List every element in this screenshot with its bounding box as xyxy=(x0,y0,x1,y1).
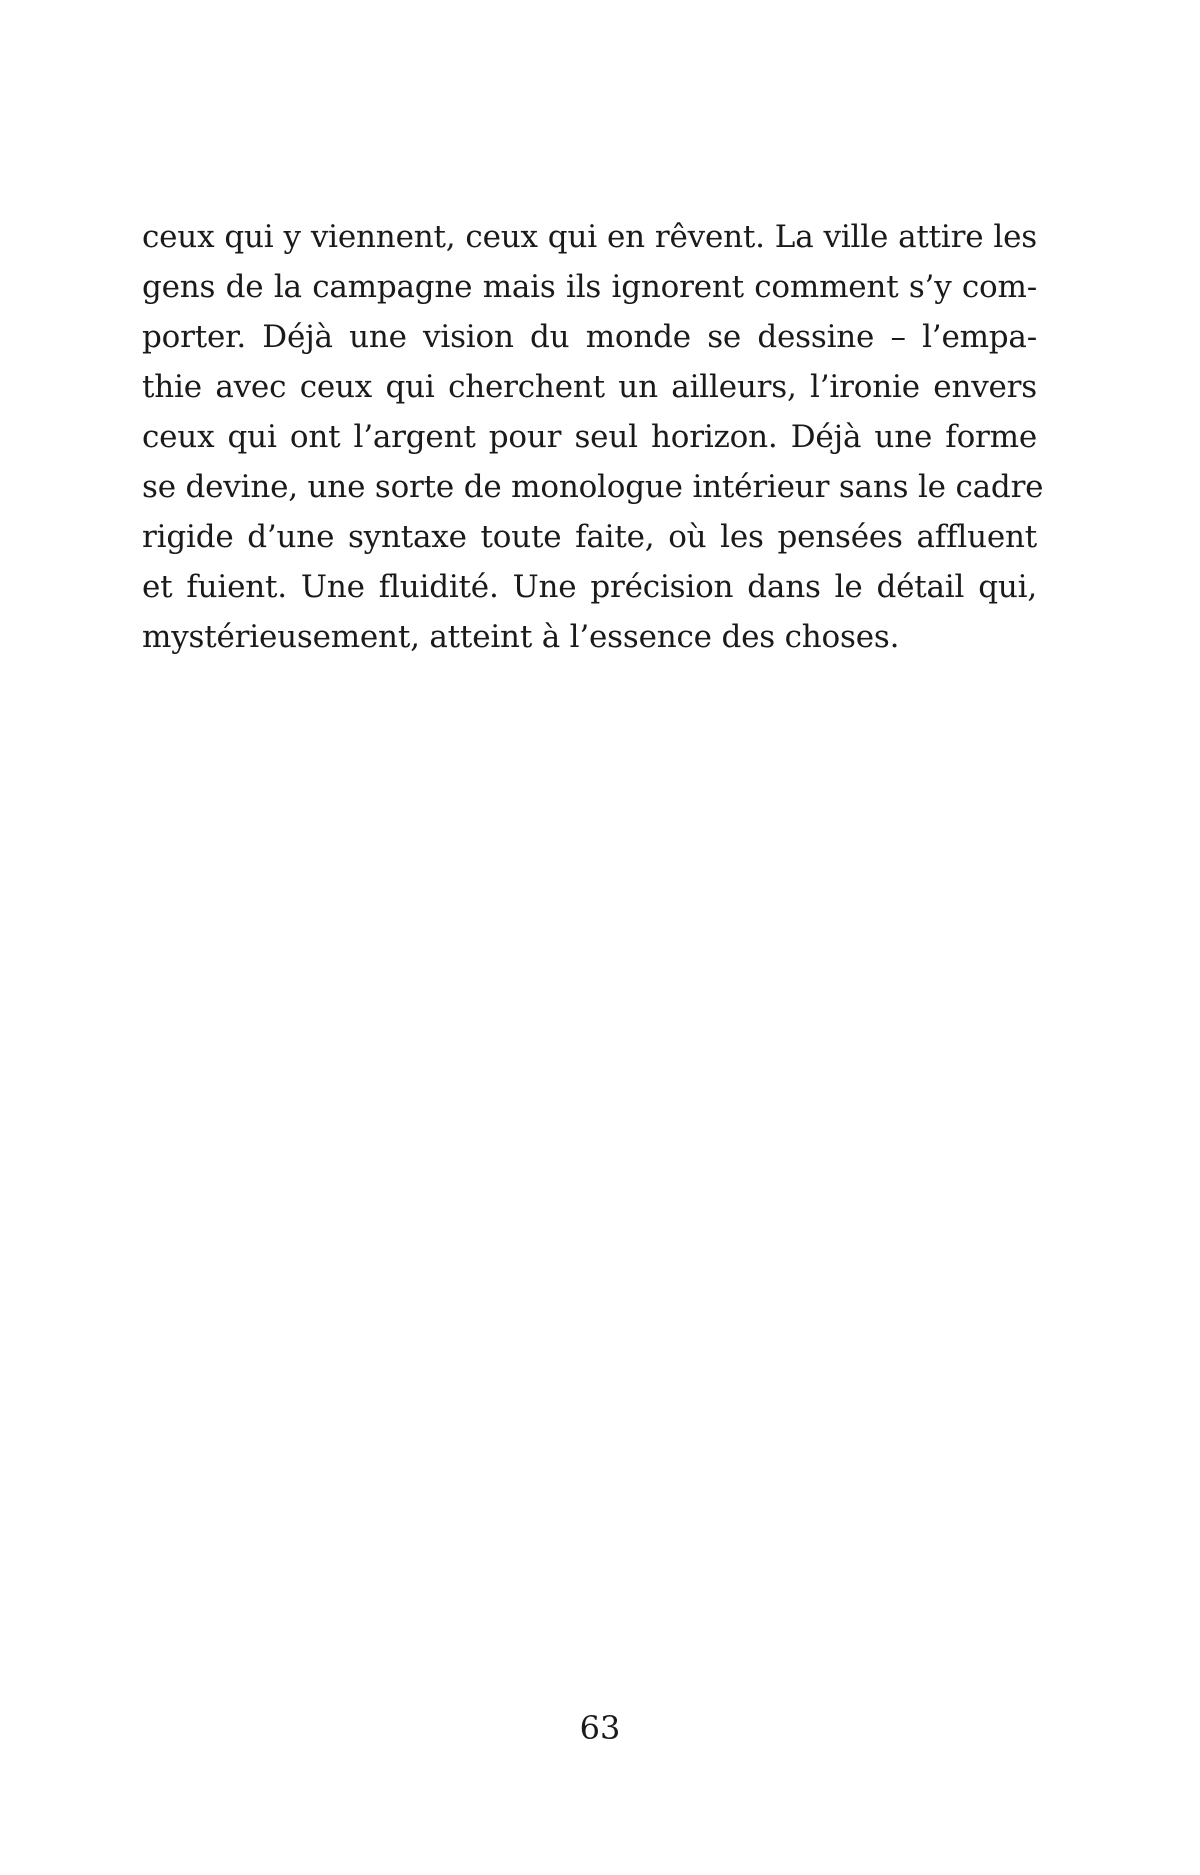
text-line: porter. Déjà une vision du monde se dessine – l’empa- xyxy=(142,319,1037,355)
text-line: gens de la campagne mais ils ignorent comment s’y com- xyxy=(142,269,1037,305)
body-text xyxy=(142,212,1044,662)
text-line: ceux qui y viennent, ceux qui en rêvent. La ville attire les xyxy=(142,219,1037,255)
text-line: mystérieusement, atteint à l’essence des choses. xyxy=(142,619,900,655)
text-line: se devine, une sorte de monologue intérieur sans le cadre xyxy=(142,469,1044,505)
text-line: rigide d’une syntaxe toute faite, où les pensées affluent xyxy=(142,519,1037,555)
text-line: thie avec ceux qui cherchent un ailleurs, l’ironie envers xyxy=(142,369,1037,405)
text-line: et fuient. Une fluidité. Une précision dans le détail qui, xyxy=(142,569,1037,605)
page-number: 63 xyxy=(579,1709,621,1747)
text-line: ceux qui ont l’argent pour seul horizon. Déjà une forme xyxy=(142,419,1037,455)
